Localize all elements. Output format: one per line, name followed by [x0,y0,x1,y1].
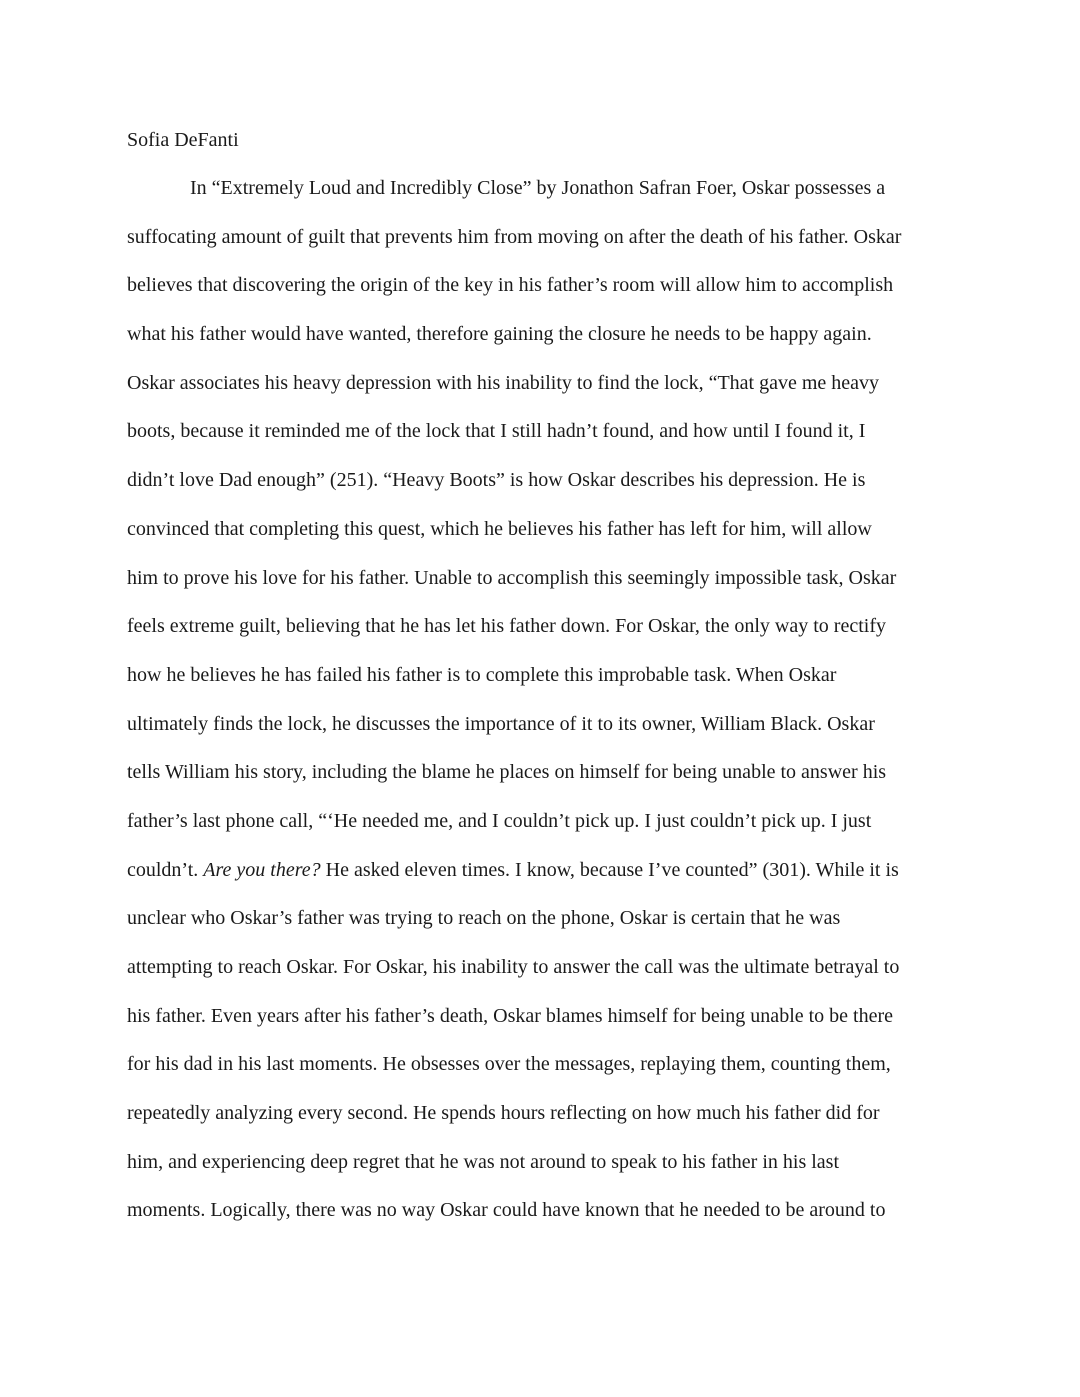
paragraph-line: him, and experiencing deep regret that he was not around to speak to his father in his last [127,1150,840,1173]
paragraph-line: ultimately finds the lock, he discusses the importance of it to its owner, William Black. Oskar [127,712,875,735]
paragraph-line: repeatedly analyzing every second. He spends hours reflecting on how much his father did for [127,1102,880,1125]
paragraph-line-with-italic [127,856,967,905]
paragraph-line: what his father would have wanted, therefore gaining the closure he needs to be happy again. [127,323,872,346]
paragraph-line: Oskar associates his heavy depression with his inability to find the lock, “That gave me heavy [127,371,880,394]
paragraph-line: In “Extremely Loud and Incredibly Close” by Jonathon Safran Foer, Oskar possesses a [190,177,886,199]
paragraph-line: moments. Logically, there was no way Oskar could have known that he needed to be around to [127,1199,886,1222]
paragraph-line: his father. Even years after his father’s death, Oskar blames himself for being unable to be there [127,1004,894,1027]
paragraph-line: unclear who Oskar’s father was trying to reach on the phone, Oskar is certain that he was [127,907,841,930]
paragraph-line: suffocating amount of guilt that prevents him from moving on after the death of his father. Oskar [127,225,902,248]
paragraph-line: for his dad in his last moments. He obsesses over the messages, replaying them, counting them, [127,1053,891,1076]
italic-quote: Are you there? [203,858,321,881]
paragraph-line: attempting to reach Oskar. For Oskar, his inability to answer the call was the ultimate betrayal to [127,956,900,978]
essay-body [127,174,967,1245]
line-segment: couldn’t. [127,858,204,881]
paragraph-line: didn’t love Dad enough” (251). “Heavy Boots” is how Oskar describes his depression. He is [127,469,866,492]
paragraph-line: tells William his story, including the blame he places on himself for being unable to answer his [127,761,887,784]
paragraph-line: how he believes he has failed his father is to complete this improbable task. When Oskar [127,663,837,686]
author-name: Sofia DeFanti [127,129,239,151]
paragraph-line: boots, because it reminded me of the lock that I still hadn’t found, and how until I found it, I [127,420,866,443]
paragraph-line: believes that discovering the origin of the key in his father’s room will allow him to accomplish [127,274,894,297]
line-segment: He asked eleven times. I know, because I’ve counted” (301). While it is [320,858,899,881]
paragraph-line: feels extreme guilt, believing that he has let his father down. For Oskar, the only way to rectify [127,615,886,638]
paragraph-line: him to prove his love for his father. Unable to accomplish this seemingly impossible task, Oskar [127,566,897,589]
paragraph-line: convinced that completing this quest, which he believes his father has left for him, will allow [127,517,872,540]
paragraph-line: father’s last phone call, “‘He needed me, and I couldn’t pick up. I just couldn’t pick up. I just [127,809,872,832]
